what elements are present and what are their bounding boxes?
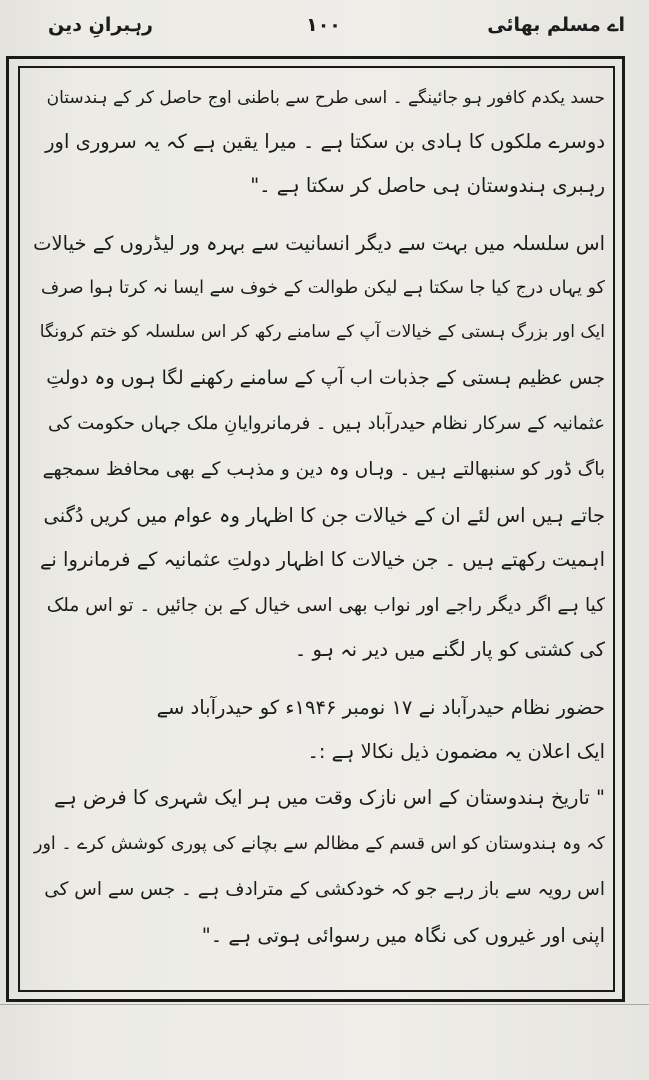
- text-line: اس رویہ سے باز رہے جو کہ خودکشی کے مترادف ہے ۔ جس سے اس کی: [44, 879, 605, 900]
- text-line: کو یہاں درج کیا جا سکتا ہے لیکن طوالت کے خوف سے ایسا نہ کرتا ہوا صرف: [40, 278, 605, 298]
- page-number: ۱۰۰: [306, 14, 341, 36]
- text-line: اس سلسلہ میں بہت سے دیگر انسانیت سے بہرہ ور لیڈروں کے خیالات: [33, 232, 605, 255]
- text-line: حضور نظام حیدرآباد نے ۱۷ نومبر ۱۹۴۶ء کو حیدرآباد سے: [156, 696, 605, 719]
- scan-edge: [0, 1004, 649, 1005]
- text-line: کی کشتی کو پار لگنے میں دیر نہ ہو ۔: [294, 638, 605, 661]
- running-header: [20, 14, 627, 50]
- text-line: اہمیت رکھتے ہیں ۔ جن خیالات کا اظہار دولتِ عثمانیہ کے فرمانروا نے: [39, 548, 605, 571]
- text-line: کیا ہے اگر دیگر راجے اور نواب بھی اسی خیال کے بن جائیں ۔ تو اس ملک: [46, 595, 605, 616]
- text-line: رہبری ہندوستان ہی حاصل کر سکتا ہے ۔": [250, 174, 605, 197]
- text-line: کہ وہ ہندوستان کو اس قسم کے مظالم سے بچانے کی پوری کوشش کرے ۔ اور: [34, 834, 605, 854]
- text-line: باگ ڈور کو سنبھالتے ہیں ۔ وہاں وہ دین و مذہب کے بھی محافظ سمجھے: [42, 459, 605, 480]
- text-line: جاتے ہیں اس لئے ان کے خیالات جن کا اظہار وہ عوام میں کریں دُگنی: [43, 504, 605, 527]
- text-line: حسد یکدم کافور ہو جائینگے ۔ اسی طرح سے باطنی اوج حاصل کر کے ہندستان: [46, 88, 605, 108]
- text-line: " تاریخ ہندوستان کے اس نازک وقت میں ہر ایک شہری کا فرض ہے: [53, 786, 605, 809]
- body-text: [30, 78, 605, 983]
- text-line: دوسرے ملکوں کا ہادی بن سکتا ہے ۔ میرا یقین ہے کہ یہ سروری اور: [45, 130, 605, 153]
- chapter-title: رہبرانِ دین: [48, 14, 153, 36]
- book-title: اے مسلم بھائی: [487, 14, 625, 36]
- text-line: جس عظیم ہستی کے جذبات اب آپ کے سامنے رکھنے لگا ہوں وہ دولتِ: [46, 367, 605, 389]
- text-line: عثمانیہ کے سرکار نظام حیدرآباد ہیں ۔ فرمانروایانِ ملک جہاں حکومت کی: [47, 413, 605, 434]
- text-line: ایک اور بزرگ ہستی کے خیالات آپ کے سامنے رکھ کر اس سلسلہ کو ختم کرونگا: [39, 322, 605, 342]
- text-line: ایک اعلان یہ مضمون ذیل نکالا ہے :۔: [307, 740, 605, 763]
- text-line: اپنی اور غیروں کی نگاہ میں رسوائی ہوتی ہے ۔": [201, 924, 605, 947]
